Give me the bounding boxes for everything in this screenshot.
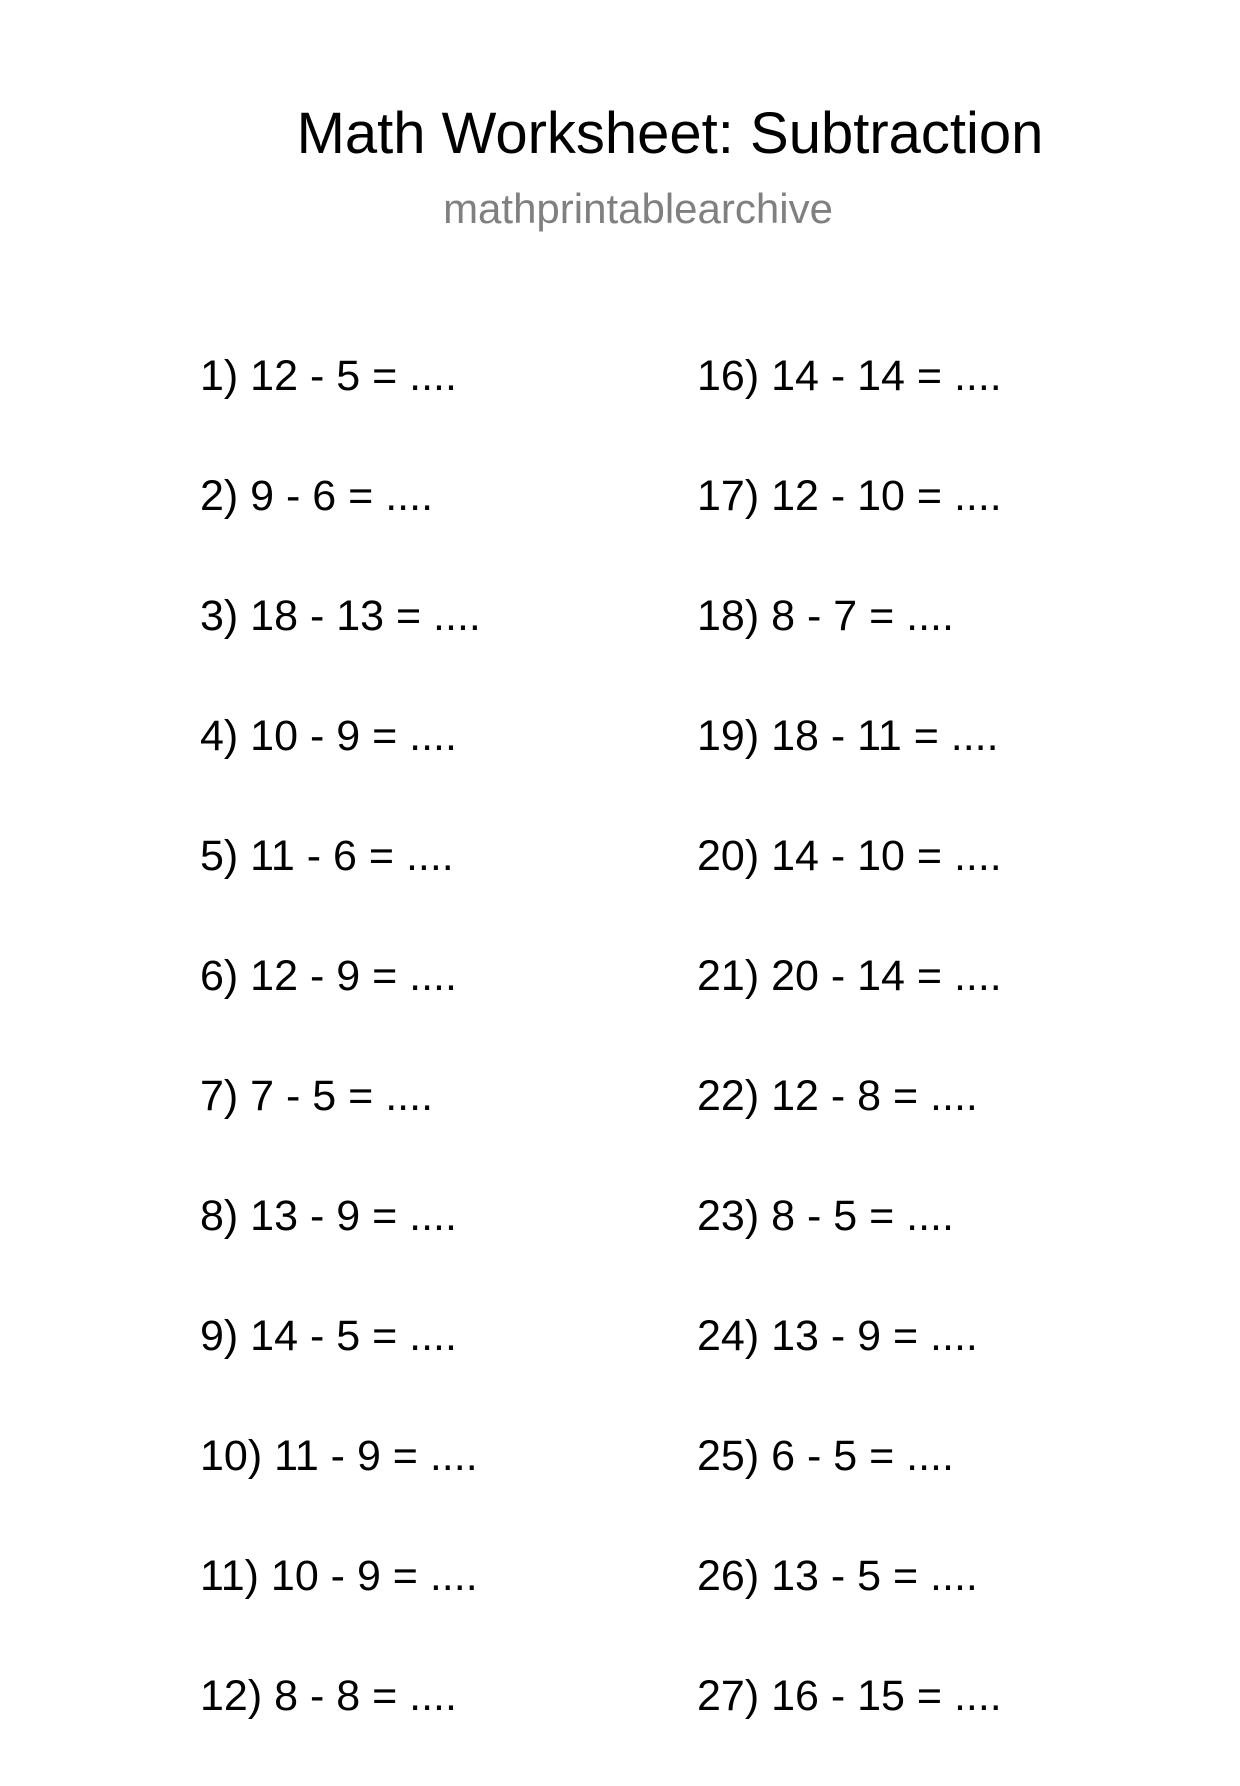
problem-item: 7) 7 - 5 = .... (200, 1072, 434, 1120)
problem-item: 23) 8 - 5 = .... (697, 1192, 954, 1240)
problem-item: 24) 13 - 9 = .... (697, 1312, 978, 1360)
problem-item: 5) 11 - 6 = .... (200, 832, 454, 880)
problem-item: 20) 14 - 10 = .... (697, 832, 1002, 880)
problem-item: 25) 6 - 5 = .... (697, 1432, 954, 1480)
worksheet-subtitle: mathprintablearchive (443, 185, 833, 232)
problem-item: 8) 13 - 9 = .... (200, 1192, 457, 1240)
problem-list-left (200, 346, 481, 1786)
problem-item: 11) 10 - 9 = .... (200, 1552, 478, 1600)
problem-item: 18) 8 - 7 = .... (697, 592, 954, 640)
worksheet-title: Math Worksheet: Subtraction (296, 101, 1044, 166)
problem-item: 1) 12 - 5 = .... (200, 352, 457, 400)
problem-item: 26) 13 - 5 = .... (697, 1552, 978, 1600)
problem-item: 6) 12 - 9 = .... (200, 952, 457, 1000)
problem-item: 2) 9 - 6 = .... (200, 472, 434, 520)
problem-item: 17) 12 - 10 = .... (697, 472, 1002, 520)
problem-list-right (697, 346, 1002, 1786)
problem-item: 12) 8 - 8 = .... (200, 1672, 457, 1720)
problem-item: 3) 18 - 13 = .... (200, 592, 481, 640)
problem-item: 19) 18 - 11 = .... (697, 712, 999, 760)
problem-item: 16) 14 - 14 = .... (697, 352, 1002, 400)
problem-item: 4) 10 - 9 = .... (200, 712, 457, 760)
problem-item: 27) 16 - 15 = .... (697, 1672, 1002, 1720)
problem-item: 10) 11 - 9 = .... (200, 1432, 478, 1480)
problem-item: 9) 14 - 5 = .... (200, 1312, 457, 1360)
problem-item: 22) 12 - 8 = .... (697, 1072, 978, 1120)
problem-item: 21) 20 - 14 = .... (697, 952, 1002, 1000)
